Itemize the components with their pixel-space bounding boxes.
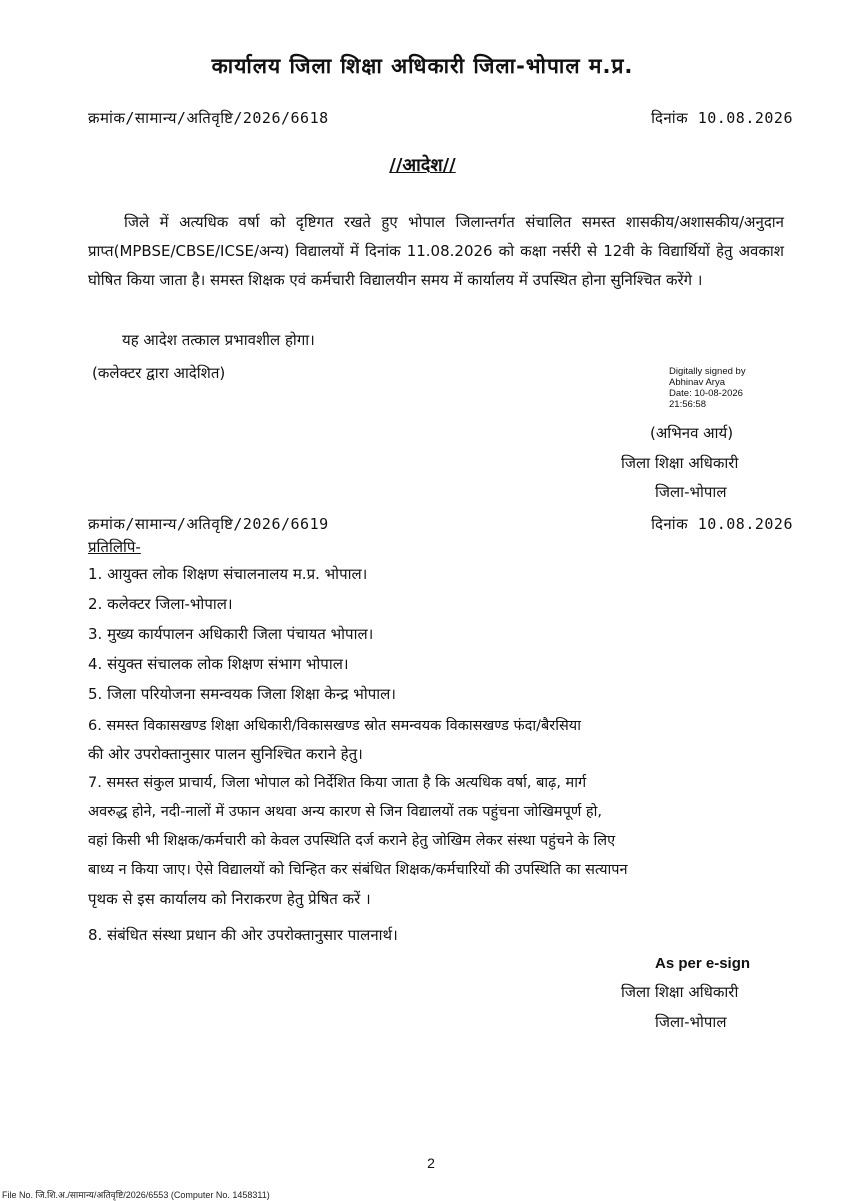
esign-designation: जिला शिक्षा अधिकारी: [621, 983, 739, 1001]
copy-item-4: 4. संयुक्त संचालक लोक शिक्षण संभाग भोपाल।: [88, 655, 349, 673]
copy-item-2: 2. कलेक्टर जिला-भोपाल।: [88, 595, 233, 613]
reference-number: क्रमांक/सामान्य/अतिवृष्टि/2026/6618: [88, 109, 329, 127]
signatory-name: (अभिनव आर्य): [650, 424, 734, 442]
digital-signature-name: Abhinav Arya: [669, 377, 725, 388]
copy-item-1: 1. आयुक्त लोक शिक्षण संचालनालय म.प्र. भोपाल।: [88, 565, 368, 583]
copy-item-7-line-4: बाध्य न किया जाए। ऐसे विद्यालयों को चिन्हित कर संबंधित शिक्षक/कर्मचारियों की उपस्थिति का सत्यापन: [88, 862, 628, 878]
digital-signature-time: 21:56:58: [669, 399, 706, 410]
copy-item-8: 8. संबंधित संस्था प्रधान की ओर उपरोक्तानुसार पालनार्थ।: [88, 926, 398, 944]
file-number-footer: File No. जि.शि.अ./सामान्य/अतिवृष्टि/2026/6553 (Computer No. 1458311): [2, 1190, 270, 1200]
copy-reference-number: क्रमांक/सामान्य/अतिवृष्टि/2026/6619: [88, 515, 329, 533]
order-paragraph: जिले में अत्यधिक वर्षा को दृष्टिगत रखते हुए भोपाल जिलान्तर्गत संचालित समस्त शासकीय/अशासकीय/अनुदान प्राप्त(MPBSE/CBSE/ICSE/अन्य) विद्यालयों में दिनांक 11.08.2026 को कक्षा नर्सरी से 12वी के विद्यार्थियों हेतु अवकाश घोषित किया जाता है। समस्त शिक्षक एवं कर्मचारी विद्यालयीन समय में कार्यालय में उपस्थित होना सुनिश्चित करेंगे ।: [88, 213, 784, 289]
copy-heading: प्रतिलिपि-: [88, 538, 141, 556]
copy-item-3: 3. मुख्य कार्यपालन अधिकारी जिला पंचायत भोपाल।: [88, 625, 374, 643]
copy-item-5: 5. जिला परियोजना समन्वयक जिला शिक्षा केन्द्र भोपाल।: [88, 685, 396, 703]
copy-item-7-line-2: अवरुद्ध होने, नदी-नालों में उफान अथवा अन्य कारण से जिन विद्यालयों तक पहुंचना जोखिमपूर्ण हो,: [88, 804, 602, 820]
office-title: कार्यालय जिला शिक्षा अधिकारी जिला-भोपाल म.प्र.: [211, 54, 634, 78]
esign-place: जिला-भोपाल: [655, 1013, 727, 1031]
digital-signature-line: Digitally signed by: [669, 366, 746, 377]
digital-signature-date: Date: 10-08-2026: [669, 388, 743, 399]
digital-signature-block: [669, 366, 746, 410]
copy-item-6-line-1: 6. समस्त विकासखण्ड शिक्षा अधिकारी/विकासखण्ड स्रोत समन्वयक विकासखण्ड फंदा/बैरसिया: [88, 718, 581, 734]
effect-line: यह आदेश तत्काल प्रभावशील होगा।: [122, 331, 315, 349]
copy-item-7-line-5: पृथक से इस कार्यालय को निराकरण हेतु प्रेषित करें ।: [88, 890, 371, 908]
authority-line: (कलेक्टर द्वारा आदेशित): [92, 364, 226, 382]
copy-item-7-line-3: वहां किसी भी शिक्षक/कर्मचारी को केवल उपस्थिति दर्ज कराने हेतु जोखिम लेकर संस्था पहुंचने के लिए: [88, 833, 616, 849]
page-number: 2: [427, 1155, 435, 1171]
signatory-designation: जिला शिक्षा अधिकारी: [621, 454, 739, 472]
copy-item-6-line-2: की ओर उपरोक्तानुसार पालन सुनिश्चित कराने हेतु।: [88, 745, 363, 763]
signatory-place: जिला-भोपाल: [655, 483, 727, 501]
order-heading: //आदेश//: [389, 155, 456, 176]
esign-label: As per e-sign: [655, 955, 751, 972]
copy-item-7-line-1: 7. समस्त संकुल प्राचार्य, जिला भोपाल को निर्देशित किया जाता है कि अत्यधिक वर्षा, बाढ़, मार्ग: [88, 775, 587, 791]
reference-date: दिनांक 10.08.2026: [651, 109, 793, 127]
copy-reference-date: दिनांक 10.08.2026: [651, 515, 793, 533]
